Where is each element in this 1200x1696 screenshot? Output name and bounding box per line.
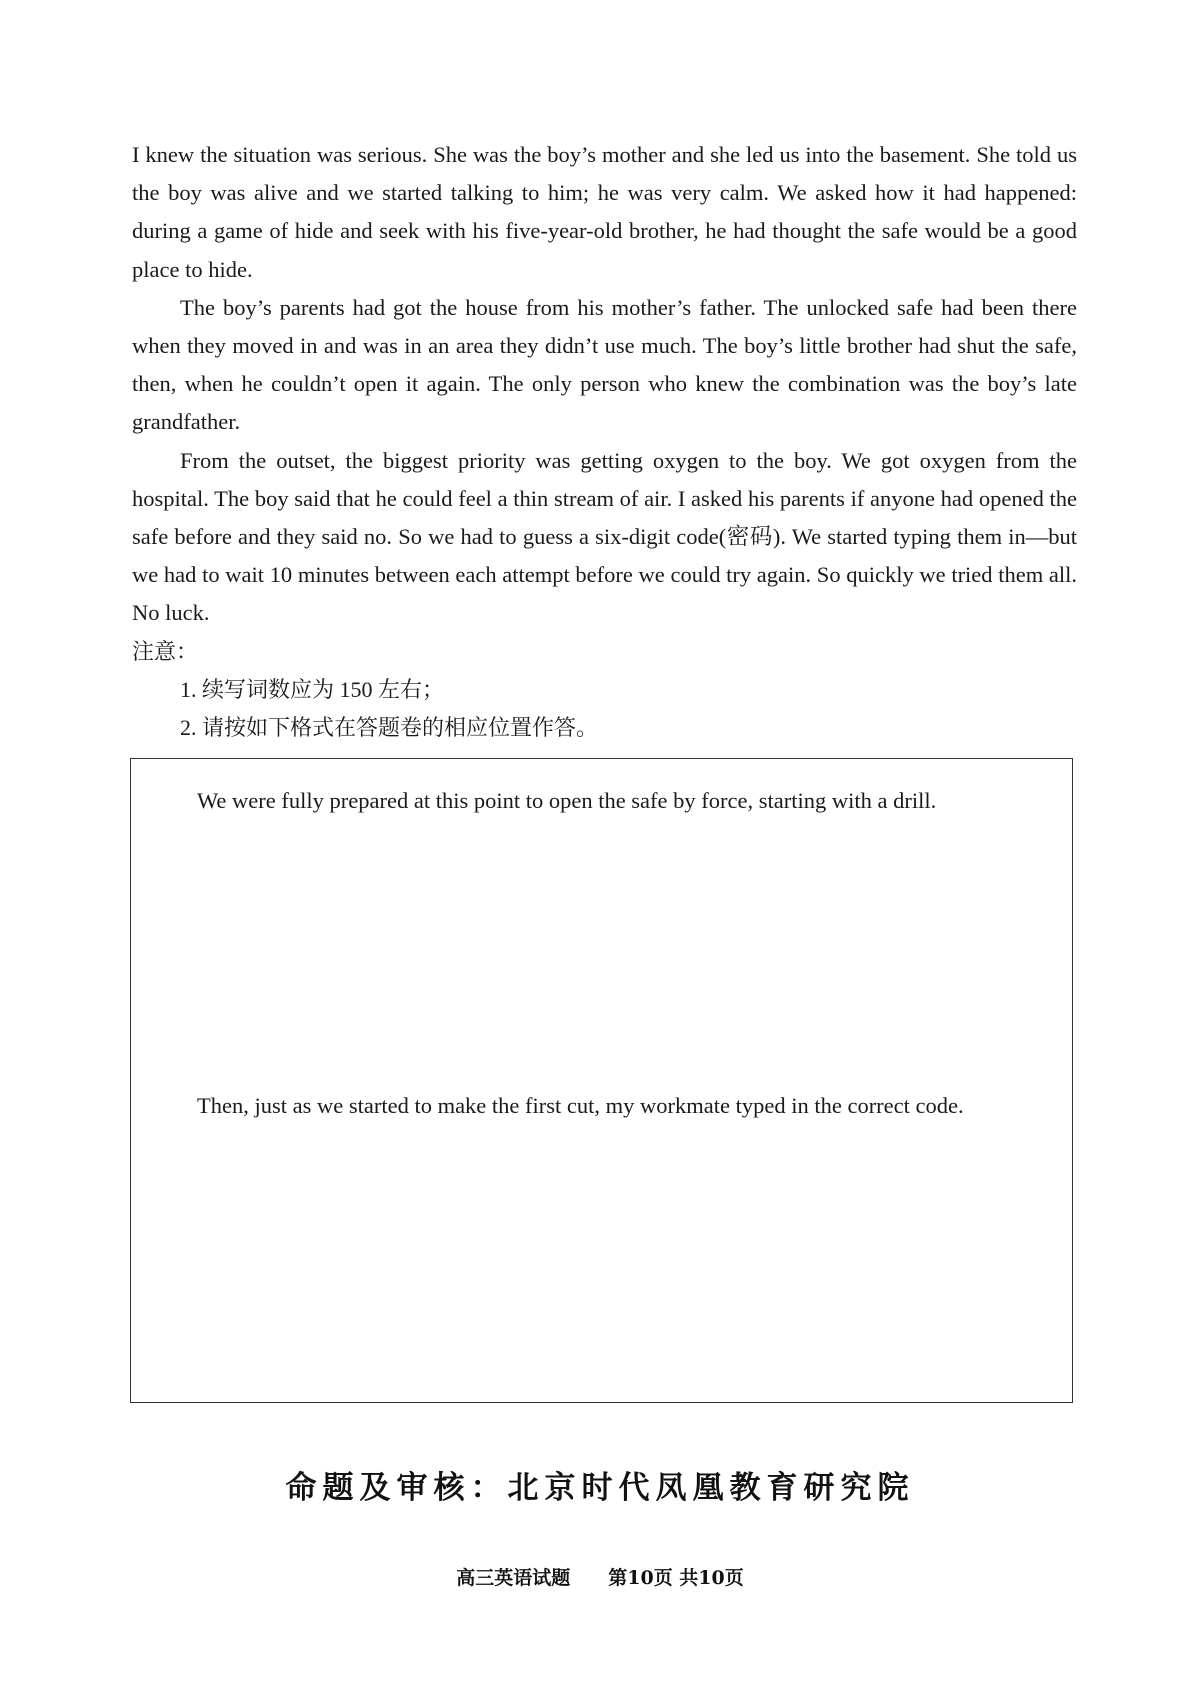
author-credit: 命题及审核：北京时代凤凰教育研究院 <box>285 1470 915 1506</box>
page-footer <box>0 1563 1200 1590</box>
footer-page-number: 第10页 共10页 <box>608 1567 744 1589</box>
passage-paragraph: I knew the situation was serious. She was the boy’s mother and she led us into the basement. She told us the boy was alive and we started talking to him; he was very calm. We asked how it had happened: during a game of hide and seek with his five-year-old brother, he had thought the safe would be a good place to hide. <box>132 142 1077 282</box>
passage-paragraph: The boy’s parents had got the house from his mother’s father. The unlocked safe had been there when they moved in and was in an area they didn’t use much. The boy’s little brother had shut the safe, then, when he couldn’t open it again. The only person who knew the combination was the boy’s late grandfather. <box>132 294 1077 435</box>
notes-item: 2. 请按如下格式在答题卷的相应位置作答。 <box>180 715 599 741</box>
notes-list <box>132 671 1077 747</box>
notes-section <box>132 633 1077 748</box>
passage-paragraph: From the outset, the biggest priority was getting oxygen to the boy. We got oxygen from the hospital. The boy said that he could feel a thin stream of air. I asked his parents if anyone had opened the safe before and they said no. So we had to guess a six-digit code(密码). We started typing them in—but we had to wait 10 minutes between each attempt before we could try again. So quickly we tried them all. No luck. <box>132 447 1077 626</box>
reading-passage <box>132 136 1077 633</box>
footer-subject: 高三英语试题 <box>456 1567 571 1589</box>
continuation-prompt-2: Then, just as we started to make the first cut, my workmate typed in the correct code. <box>197 1093 964 1118</box>
notes-item: 1. 续写词数应为 150 左右； <box>180 677 445 703</box>
answer-box <box>130 758 1073 1403</box>
continuation-prompt-1: We were fully prepared at this point to open the safe by force, starting with a drill. <box>197 788 937 813</box>
notes-heading: 注意： <box>132 639 199 664</box>
